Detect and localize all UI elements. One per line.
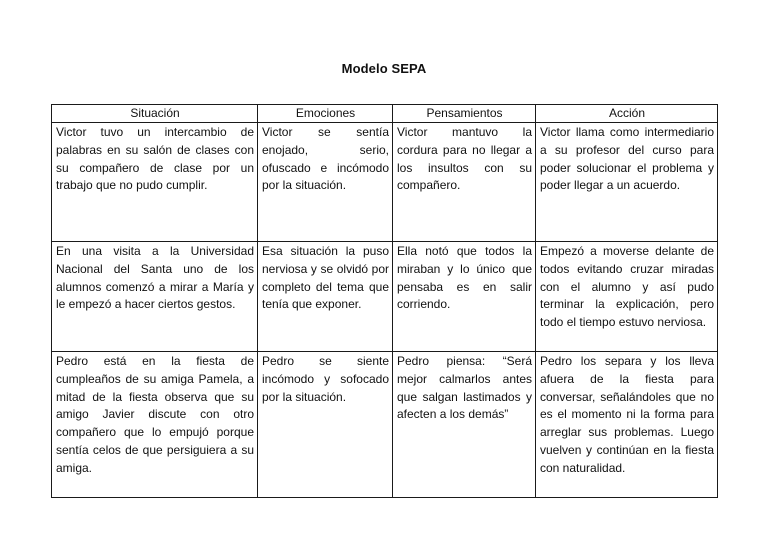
header-accion: Acción bbox=[536, 105, 718, 123]
cell-situacion: Pedro está en la fiesta de cumpleaños de su amiga Pamela, a mitad de la fiesta observa que su amigo Javier discute con otro compañero que lo empujó porque sentía celos de que persiguiera a su amiga. bbox=[52, 352, 258, 498]
cell-pensamientos: Ella notó que todos la miraban y lo único que pensaba es en salir corriendo. bbox=[393, 242, 536, 352]
cell-emociones: Victor se sentía enojado, serio, ofuscado e incómodo por la situación. bbox=[258, 123, 393, 242]
header-pensamientos: Pensamientos bbox=[393, 105, 536, 123]
header-situacion: Situación bbox=[52, 105, 258, 123]
cell-accion: Pedro los separa y los lleva afuera de la fiesta para conversar, señalándoles que no es el momento ni la forma para arreglar sus problemas. Luego vuelven y continúan en la fiesta con naturalidad. bbox=[536, 352, 718, 498]
table-row bbox=[52, 352, 718, 498]
cell-pensamientos: Pedro piensa: “Será mejor calmarlos antes que salgan lastimados y afecten a los demás” bbox=[393, 352, 536, 498]
cell-pensamientos: Victor mantuvo la cordura para no llegar a los insultos con su compañero. bbox=[393, 123, 536, 242]
cell-accion: Victor llama como intermediario a su profesor del curso para poder solucionar el problema y poder llegar a un acuerdo. bbox=[536, 123, 718, 242]
cell-situacion: Victor tuvo un intercambio de palabras en su salón de clases con su compañero de clase por un trabajo que no pudo cumplir. bbox=[52, 123, 258, 242]
sepa-table bbox=[51, 104, 718, 498]
cell-accion: Empezó a moverse delante de todos evitando cruzar miradas con el alumno y así pudo terminar la explicación, pero todo el tiempo estuvo nerviosa. bbox=[536, 242, 718, 352]
cell-situacion: En una visita a la Universidad Nacional del Santa uno de los alumnos comenzó a mirar a María y le empezó a hacer ciertos gestos. bbox=[52, 242, 258, 352]
cell-emociones: Esa situación la puso nerviosa y se olvidó por completo del tema que tenía que exponer. bbox=[258, 242, 393, 352]
table-row bbox=[52, 123, 718, 242]
document-title: Modelo SEPA bbox=[341, 61, 427, 76]
table-header-row bbox=[52, 105, 718, 123]
table-row bbox=[52, 242, 718, 352]
cell-emociones: Pedro se siente incómodo y sofocado por la situación. bbox=[258, 352, 393, 498]
header-emociones: Emociones bbox=[258, 105, 393, 123]
